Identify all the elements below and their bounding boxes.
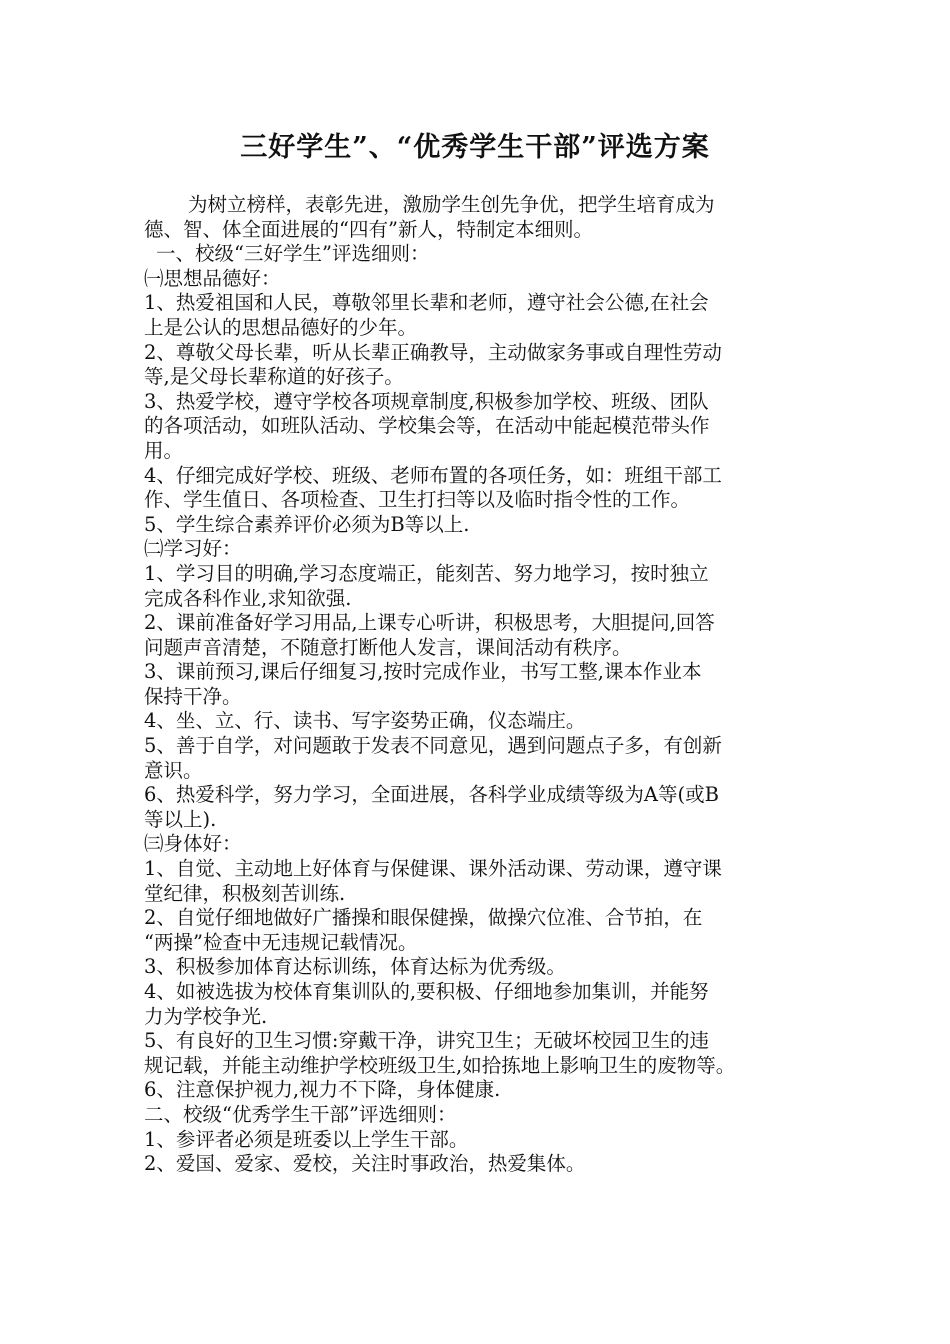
paragraph-line: 3、积极参加体育达标训练，体育达标为优秀级。 (144, 955, 566, 979)
document-title: 三好学生”、“优秀学生干部”评选方案 (240, 132, 710, 163)
paragraph-line: 德、智、体全面进展的“四有”新人，特制定本细则。 (144, 217, 593, 241)
paragraph-line: 5、有良好的卫生习惯:穿戴干净，讲究卫生；无破坏校园卫生的违 (144, 1029, 709, 1053)
paragraph-line: 6、热爱科学，努力学习，全面进展，各科学业成绩等级为A等(或B (144, 783, 719, 807)
paragraph-line: 完成各科作业,求知欲强. (144, 586, 352, 610)
paragraph-line: 力为学校争光. (144, 1004, 268, 1028)
paragraph-line: 5、善于自学，对问题敢于发表不同意见，遇到问题点子多，有创新 (144, 734, 722, 758)
paragraph-line: 5、学生综合素养评价必须为B等以上. (144, 512, 470, 536)
paragraph-line: 3、热爱学校，遵守学校各项规章制度,积极参加学校、班级、团队 (144, 389, 709, 413)
paragraph-line: 4、仔细完成好学校、班级、老师布置的各项任务，如：班组干部工 (144, 463, 722, 487)
paragraph-line: 2、爱国、爱家、爱校，关注时事政治，热爱集体。 (144, 1152, 586, 1176)
paragraph-line: 保持干净。 (144, 684, 242, 708)
paragraph-line: ㈡学习好： (144, 537, 242, 561)
paragraph-line: 4、如被选拔为校体育集训队的,要积极、仔细地参加集训，并能努 (144, 980, 709, 1003)
paragraph-line: 2、自觉仔细地做好广播操和眼保健操，做操穴位准、合节拍，在 (144, 906, 703, 930)
paragraph-line: 意识。 (144, 758, 203, 782)
paragraph-line: 等以上). (144, 807, 217, 831)
paragraph-line: 1、自觉、主动地上好体育与保健课、课外活动课、劳动课，遵守课 (144, 857, 722, 881)
paragraph-line: 为树立榜样，表彰先进，激励学生创先争优，把学生培育成为 (188, 193, 715, 216)
paragraph-line: 的各项活动，如班队活动、学校集会等，在活动中能起模范带头作 (144, 414, 710, 438)
paragraph-line: 6、注意保护视力,视力不下降，身体健康. (144, 1078, 501, 1102)
paragraph-line: 二、校级“优秀学生干部”评选细则： (144, 1102, 457, 1126)
paragraph-line: 规记载，并能主动维护学校班级卫生,如拾拣地上影响卫生的废物等。 (144, 1053, 736, 1077)
document-body (144, 193, 824, 1177)
paragraph-line: 用。 (144, 438, 184, 462)
paragraph-line: 2、课前准备好学习用品,上课专心听讲，积极思考，大胆提问,回答 (144, 611, 715, 635)
paragraph-line: 1、参评者必须是班委以上学生干部。 (144, 1127, 469, 1151)
paragraph-line: 1、学习目的明确,学习态度端正，能刻苦、努力地学习，按时独立 (144, 561, 709, 585)
paragraph-line: 作、学生值日、各项检查、卫生打扫等以及临时指令性的工作。 (144, 488, 691, 512)
paragraph-line: 4、坐、立、行、读书、写字姿势正确，仪态端庄。 (144, 709, 586, 733)
paragraph-line: ㈢身体好： (144, 832, 242, 856)
paragraph-line: 1、热爱祖国和人民，尊敬邻里长辈和老师，遵守社会公德,在社会 (144, 291, 709, 315)
paragraph-line: 上是公认的思想品德好的少年。 (144, 315, 418, 339)
paragraph-line: ㈠思想品德好： (144, 266, 281, 290)
paragraph-line: “两操”检查中无违规记载情况。 (144, 930, 418, 954)
paragraph-line: 3、课前预习,课后仔细复习,按时完成作业，书写工整,课本作业本 (144, 660, 702, 684)
paragraph-line: 一、校级“三好学生”评选细则： (156, 242, 430, 266)
paragraph-line: 2、尊敬父母长辈，听从长辈正确教导，主动做家务事或自理性劳动 (144, 340, 722, 364)
paragraph-line: 等,是父母长辈称道的好孩子。 (144, 365, 404, 389)
paragraph-line: 堂纪律，积极刻苦训练. (144, 881, 346, 905)
paragraph-line: 问题声音清楚，不随意打断他人发言，课间活动有秩序。 (144, 635, 632, 659)
